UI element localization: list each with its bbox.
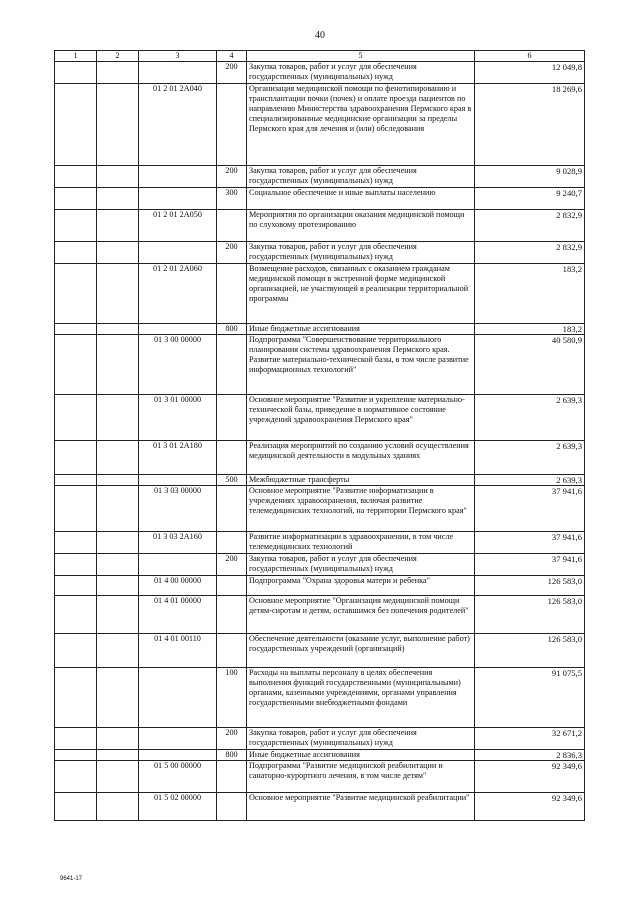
cell-col1 [55,264,97,324]
cell-col2 [97,324,139,335]
cell-col2 [97,761,139,793]
cell-description: Иные бюджетные ассигнования [247,750,475,761]
cell-col2 [97,486,139,532]
cell-expense-type [217,210,247,242]
cell-target-code [139,188,217,210]
cell-amount: 37 941,6 [475,554,585,576]
table-row [55,486,585,532]
table-row [55,634,585,668]
cell-target-code [139,554,217,576]
cell-expense-type [217,441,247,475]
cell-amount: 183,2 [475,264,585,324]
cell-col2 [97,576,139,596]
cell-expense-type [217,793,247,821]
column-header: 3 [139,51,217,62]
page-number: 40 [315,30,325,41]
cell-target-code: 01 3 03 00000 [139,486,217,532]
cell-target-code: 01 2 01 2А050 [139,210,217,242]
cell-expense-type: 200 [217,728,247,750]
cell-expense-type [217,596,247,634]
cell-col1 [55,793,97,821]
cell-target-code [139,475,217,486]
cell-target-code: 01 3 01 00000 [139,395,217,441]
cell-amount: 37 941,6 [475,532,585,554]
cell-amount: 18 269,6 [475,84,585,166]
cell-amount: 9 240,7 [475,188,585,210]
cell-amount: 92 349,6 [475,761,585,793]
cell-col1 [55,750,97,761]
cell-description: Закупка товаров, работ и услуг для обеспечения государственных (муниципальных) нужд [247,554,475,576]
cell-amount: 126 583,0 [475,596,585,634]
table-row [55,166,585,188]
cell-description: Основное мероприятие "Развитие информатизации в учреждениях здравоохранения, включая развитие телемедицинских технологий, на территории Пермского края" [247,486,475,532]
footer-code: 9641-17 [60,876,83,882]
cell-description: Основное мероприятие "Развитие и укрепление материально-технической базы, приведение в нормативное состояние учреждений здравоохранения Пермского края" [247,395,475,441]
cell-expense-type [217,395,247,441]
cell-target-code [139,242,217,264]
cell-amount: 2 836,3 [475,750,585,761]
cell-amount: 183,2 [475,324,585,335]
table-row [55,761,585,793]
cell-description: Закупка товаров, работ и услуг для обеспечения государственных (муниципальных) нужд [247,728,475,750]
cell-expense-type [217,486,247,532]
cell-col1 [55,84,97,166]
cell-description: Обеспечение деятельности (оказание услуг, выполнение работ) государственных учреждений (организаций) [247,634,475,668]
cell-amount: 2 639,3 [475,441,585,475]
cell-expense-type: 200 [217,242,247,264]
cell-description: Иные бюджетные ассигнования [247,324,475,335]
budget-table [54,50,585,821]
cell-target-code [139,728,217,750]
table-row [55,554,585,576]
cell-amount: 2 832,9 [475,210,585,242]
cell-expense-type [217,761,247,793]
cell-target-code: 01 5 02 00000 [139,793,217,821]
table-row [55,242,585,264]
cell-col2 [97,210,139,242]
table-header-row [55,51,585,62]
cell-description: Основное мероприятие "Развитие медицинской реабилитации" [247,793,475,821]
cell-col2 [97,793,139,821]
column-header: 1 [55,51,97,62]
cell-col1 [55,576,97,596]
table-body [55,62,585,821]
cell-target-code: 01 3 03 2А160 [139,532,217,554]
cell-col1 [55,62,97,84]
cell-amount: 2 832,9 [475,242,585,264]
table-row [55,728,585,750]
cell-description: Закупка товаров, работ и услуг для обеспечения государственных (муниципальных) нужд [247,166,475,188]
cell-expense-type [217,84,247,166]
table-row [55,441,585,475]
cell-target-code: 01 2 01 2А040 [139,84,217,166]
cell-expense-type [217,264,247,324]
cell-amount: 126 583,0 [475,576,585,596]
cell-expense-type [217,576,247,596]
table-row [55,335,585,395]
cell-expense-type [217,532,247,554]
cell-col2 [97,596,139,634]
cell-col2 [97,62,139,84]
cell-target-code: 01 3 00 00000 [139,335,217,395]
column-header: 6 [475,51,585,62]
cell-description: Организация медицинской помощи по фенотипированию и трансплантации почки (почек) и оплате проезда пациентов по направлению Министерства здравоохранения Пермского края в специализированные медицинские организации за пределы Пермского края для лечения и (или) обследования [247,84,475,166]
cell-col1 [55,486,97,532]
cell-expense-type: 800 [217,324,247,335]
column-header: 4 [217,51,247,62]
cell-amount: 9 028,9 [475,166,585,188]
cell-target-code [139,668,217,728]
cell-amount: 91 075,5 [475,668,585,728]
cell-target-code: 01 5 00 00000 [139,761,217,793]
cell-expense-type [217,634,247,668]
cell-col1 [55,324,97,335]
cell-description: Подпрограмма "Охрана здоровья матери и ребенка" [247,576,475,596]
table-row [55,668,585,728]
cell-col2 [97,84,139,166]
cell-col1 [55,335,97,395]
cell-description: Основное мероприятие "Организация медицинской помощи детям-сиротам и детям, оставшимся без попечения родителей" [247,596,475,634]
cell-target-code [139,166,217,188]
cell-amount: 40 580,9 [475,335,585,395]
cell-col2 [97,441,139,475]
cell-description: Возмещение расходов, связанных с оказанием гражданам медицинской помощи в экстренной форме медицинской организацией, не участвующей в реализации территориальной программы [247,264,475,324]
table-row [55,264,585,324]
cell-col2 [97,532,139,554]
cell-col1 [55,596,97,634]
table-row [55,750,585,761]
table-row [55,576,585,596]
cell-col1 [55,668,97,728]
cell-description: Закупка товаров, работ и услуг для обеспечения государственных (муниципальных) нужд [247,242,475,264]
cell-description: Межбюджетные трансферты [247,475,475,486]
cell-description: Расходы на выплаты персоналу в целях обеспечения выполнения функций государственными (муниципальными) органами, казенными учреждениями, органами управления государственными внебюджетными фондами [247,668,475,728]
cell-expense-type: 200 [217,554,247,576]
cell-col1 [55,532,97,554]
table-row [55,210,585,242]
cell-expense-type: 300 [217,188,247,210]
cell-col1 [55,761,97,793]
cell-col1 [55,728,97,750]
cell-description: Закупка товаров, работ и услуг для обеспечения государственных (муниципальных) нужд [247,62,475,84]
cell-description: Подпрограмма "Совершенствование территориального планирования системы здравоохранения Пермского края. Развитие материально-технической базы, в том числе развитие информационных технологий" [247,335,475,395]
cell-target-code: 01 2 01 2А060 [139,264,217,324]
cell-col1 [55,554,97,576]
cell-description: Развитие информатизации в здравоохранении, в том числе телемедицинских технологий [247,532,475,554]
table-row [55,532,585,554]
cell-amount: 92 349,6 [475,793,585,821]
cell-description: Социальное обеспечение и иные выплаты населению [247,188,475,210]
cell-col2 [97,242,139,264]
cell-col1 [55,475,97,486]
cell-col2 [97,668,139,728]
cell-col2 [97,166,139,188]
cell-expense-type: 200 [217,62,247,84]
cell-col2 [97,554,139,576]
cell-target-code [139,324,217,335]
cell-expense-type: 100 [217,668,247,728]
cell-amount: 37 941,6 [475,486,585,532]
cell-target-code [139,62,217,84]
cell-expense-type: 200 [217,166,247,188]
table-row [55,596,585,634]
cell-target-code: 01 4 00 00000 [139,576,217,596]
cell-col2 [97,395,139,441]
cell-expense-type: 800 [217,750,247,761]
cell-col1 [55,188,97,210]
cell-amount: 32 671,2 [475,728,585,750]
cell-target-code: 01 4 01 00110 [139,634,217,668]
table-row [55,395,585,441]
cell-target-code: 01 3 01 2А180 [139,441,217,475]
cell-amount: 126 583,0 [475,634,585,668]
cell-amount: 2 639,3 [475,475,585,486]
cell-col1 [55,395,97,441]
cell-amount: 12 049,8 [475,62,585,84]
cell-col2 [97,188,139,210]
table-row [55,62,585,84]
cell-col1 [55,441,97,475]
cell-description: Реализация мероприятий по созданию условий осуществления медицинской деятельности в модульных зданиях [247,441,475,475]
cell-col1 [55,210,97,242]
cell-col2 [97,634,139,668]
table-row [55,793,585,821]
cell-col1 [55,166,97,188]
table-row [55,188,585,210]
cell-expense-type: 500 [217,475,247,486]
cell-amount: 2 639,3 [475,395,585,441]
cell-description: Подпрограмма "Развитие медицинской реабилитации и санаторно-курортного лечения, в том числе детям" [247,761,475,793]
table-row [55,475,585,486]
cell-col2 [97,264,139,324]
cell-col1 [55,242,97,264]
cell-expense-type [217,335,247,395]
table-row [55,324,585,335]
column-header: 5 [247,51,475,62]
cell-col2 [97,335,139,395]
column-header: 2 [97,51,139,62]
cell-col2 [97,750,139,761]
cell-description: Мероприятия по организации оказания медицинской помощи по слуховому протезированию [247,210,475,242]
cell-target-code: 01 4 01 00000 [139,596,217,634]
cell-col2 [97,475,139,486]
cell-target-code [139,750,217,761]
cell-col1 [55,634,97,668]
table-row [55,84,585,166]
cell-col2 [97,728,139,750]
